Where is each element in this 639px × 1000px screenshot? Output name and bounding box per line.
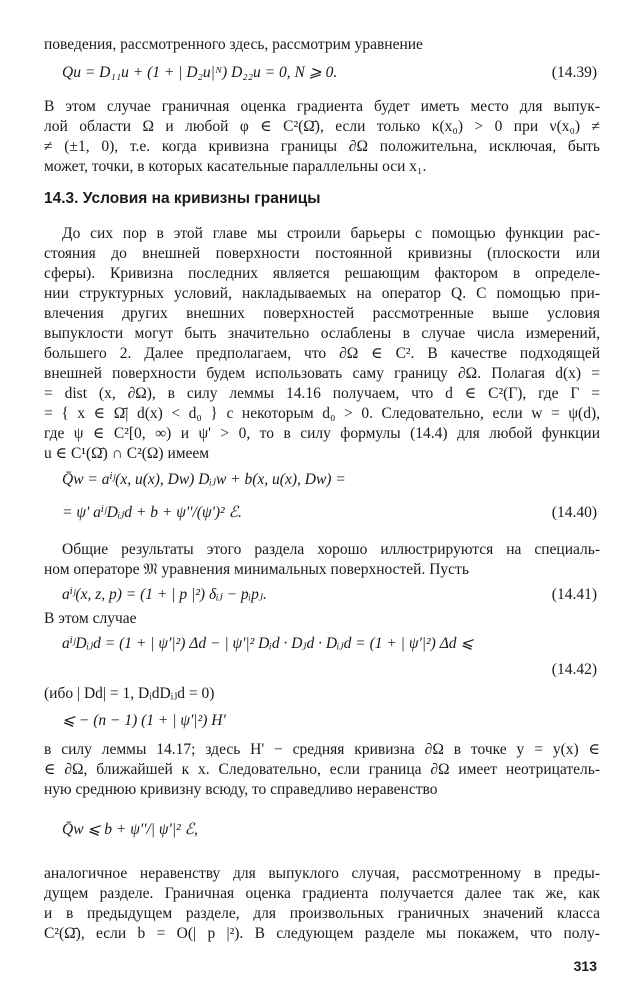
- text-line: До сих пор в этой главе мы строили барьеры с помощью функции рас-: [62, 225, 600, 242]
- equation-14-42-line2: (ибо | Dd| = 1, DᵢdDᵢⱼd = 0): [44, 685, 215, 702]
- text-line: аналогичное неравенству для выпуклого случая, рассмотренному в преды-: [44, 865, 600, 882]
- text-line: дущем разделе. Граничная оценка градиента получается далее так же, как: [44, 885, 600, 902]
- text-line: Общие результаты этого раздела хорошо иллюстрируются на специаль-: [62, 541, 600, 558]
- text-line: ≠ (±1, 0), т.е. когда кривизна границы ∂Ω положительна, исключая, быть: [44, 138, 600, 155]
- text-line: = dist (x, ∂Ω), в силу леммы 14.16 получаем, что d ∈ C²(Γ), где Γ =: [44, 385, 600, 402]
- text-line: и в предыдущем разделе, для произвольных граничных значений класса: [44, 905, 600, 922]
- equation-inequality: Q̄w ⩽ b + ψ''/| ψ'|² ℰ,: [62, 821, 198, 838]
- equation-14-40-line2: = ψ' aⁱʲDᵢⱼd + b + ψ''/(ψ')² ℰ.: [62, 504, 242, 521]
- equation-14-42-line1: aⁱʲDᵢⱼd = (1 + | ψ'|²) Δd − | ψ'|² Dᵢd · Dⱼd · Dᵢⱼd = (1 + | ψ'|²) Δd ⩽: [62, 635, 474, 652]
- text-line: В этом случае: [44, 610, 137, 627]
- text-line: внешней поверхности будем использовать саму границу ∂Ω. Полагая d(x) =: [44, 365, 600, 382]
- equation-number: (14.40): [551, 504, 597, 521]
- equation-number: (14.41): [551, 586, 597, 603]
- page-number: 313: [573, 958, 597, 974]
- equation-14-42-line3: ⩽ − (n − 1) (1 + | ψ'|²) H': [62, 712, 226, 729]
- equation-number: (14.42): [551, 661, 597, 678]
- text-line: влечения других внешних поверхностей рассмотренные выше условия: [44, 305, 600, 322]
- text-line: ную среднюю кривизну всюду, то справедливо неравенство: [44, 781, 438, 798]
- equation-number: (14.39): [551, 64, 597, 81]
- equation-14-41: aⁱʲ(x, z, p) = (1 + | p |²) δᵢⱼ − pᵢpⱼ.: [62, 586, 267, 603]
- text-line: нии структурных условий, накладываемых на оператор Q. С помощью при-: [44, 285, 600, 302]
- text-line: ном операторе 𝔐 уравнения минимальных поверхностей. Пусть: [44, 561, 469, 578]
- text-line: может, точки, в которых касательные параллельны оси x₁.: [44, 158, 427, 175]
- text-line: выпуклости могут быть значительно ослаблены в случае числа измерений,: [44, 325, 600, 342]
- text-line: ∈ ∂Ω, ближайшей к x. Следовательно, если граница ∂Ω имеет неотрицатель-: [44, 761, 600, 778]
- equation-14-39: Qu = D₁₁u + (1 + | D₂u|ᴺ) D₂₂u = 0, N ⩾ 0.: [62, 64, 338, 81]
- text-line: в силу леммы 14.17; здесь H' − средняя кривизна ∂Ω в точке y = y(x) ∈: [44, 741, 600, 758]
- text-line: поведения, рассмотренного здесь, рассмотрим уравнение: [44, 36, 423, 53]
- text-line: большего 2. Далее предполагаем, что ∂Ω ∈ C². В качестве подходящей: [44, 345, 600, 362]
- text-line: сферы). Кривизна последних является решающим фактором в определе-: [44, 265, 600, 282]
- text-line: стояния до внешней поверхности постоянной кривизны (плоскости или: [44, 245, 600, 262]
- text-line: В этом случае граничная оценка градиента будет иметь место для выпук-: [44, 98, 600, 115]
- text-line: = { x ∈ Ω̄| d(x) < d₀ } с некоторым d₀ > 0. Следовательно, если w = ψ(d),: [44, 405, 600, 422]
- text-line: C²(Ω̄), если b = O(| p |²). В следующем разделе мы покажем, что полу-: [44, 925, 600, 942]
- text-line: u ∈ C¹(Ω̄) ∩ C²(Ω) имеем: [44, 445, 210, 462]
- text-line: лой области Ω и любой φ ∈ C²(Ω̄), если только κ(x₀) > 0 при ν(x₀) ≠: [44, 118, 600, 135]
- text-line: где ψ ∈ C²[0, ∞) и ψ' > 0, то в силу формулы (14.4) для любой функции: [44, 425, 600, 442]
- equation-14-40-line1: Q̄w = aⁱʲ(x, u(x), Dw) Dᵢⱼw + b(x, u(x), Dw) =: [62, 471, 346, 488]
- section-heading: 14.3. Условия на кривизны границы: [44, 190, 321, 207]
